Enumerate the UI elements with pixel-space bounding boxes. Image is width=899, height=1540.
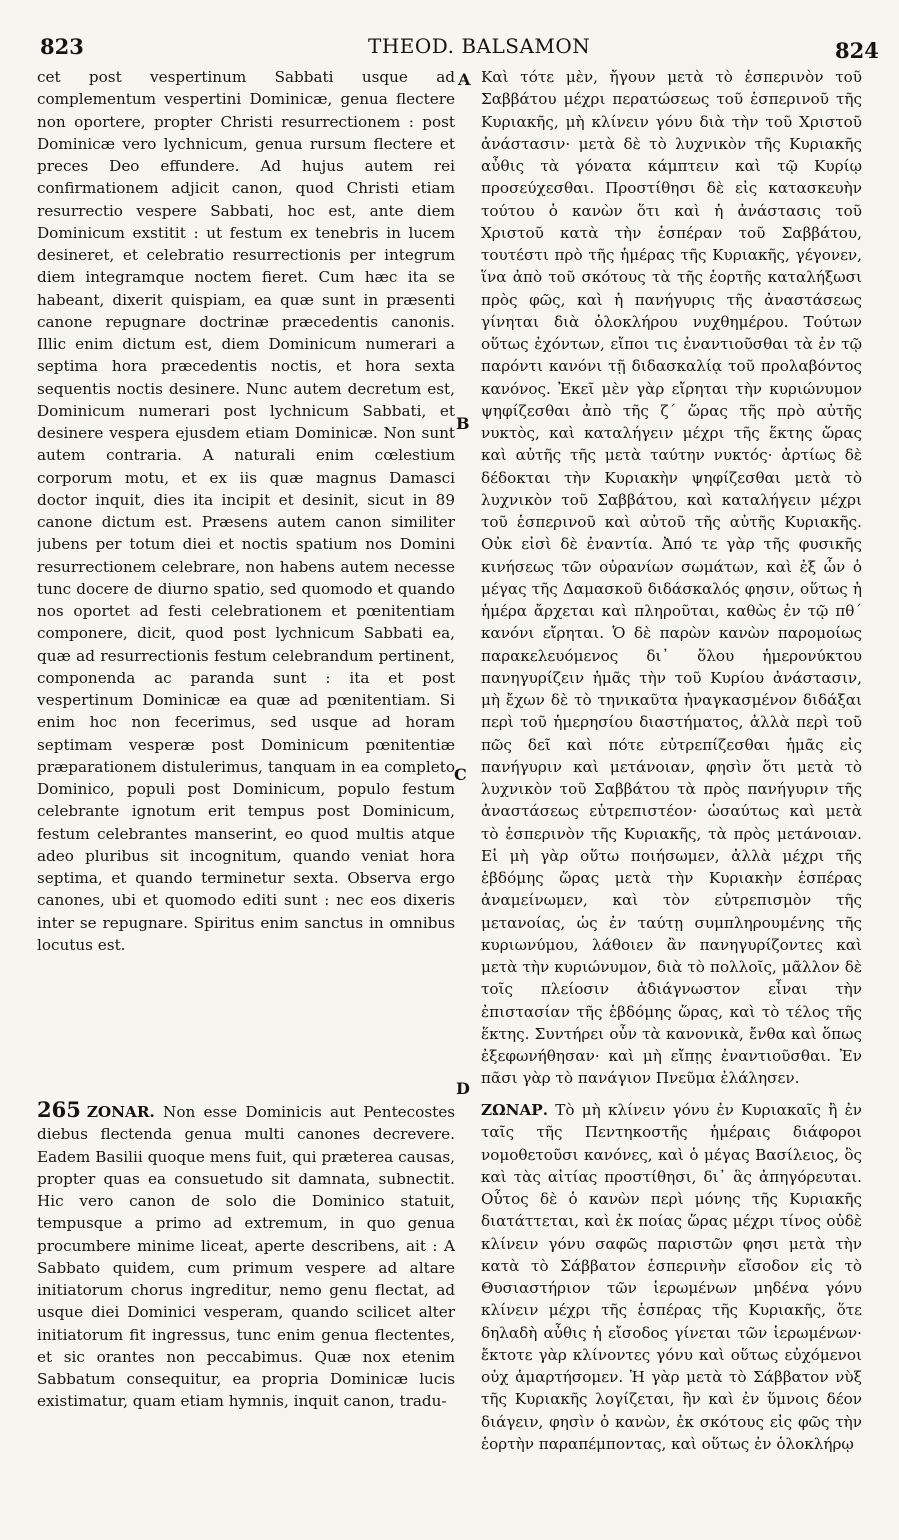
- author-label-greek: ΖΩΝΑΡ.: [481, 1101, 548, 1119]
- latin-column-zonaras: [37, 1099, 455, 1519]
- column-number: 265: [37, 1099, 81, 1122]
- section-marker-a: A: [458, 70, 471, 89]
- section-marker-b: B: [456, 414, 470, 433]
- greek-zonaras-paragraph: [481, 1099, 862, 1455]
- latin-paragraph: cet post vespertinum Sabbati usque ad complementum vespertini Dominicæ, genua flectere non oportere, propter Christi resurrectionem : post Dominicæ vero lychnicum, genua rursum flectere et preces Deo effundere. Ad hujus autem rei confirmationem adjicit canon, quod Christi etiam resurrectio vespere Sabbati, hoc est, ante diem Dominicum exstitit : ut festum ex tenebris in lucem desineret, et celebratio resurrectionis per integrum diem integramque noctem fieret. Cum hæc ita se habeant, dixerit quispiam, ea quæ sunt in præsenti canone repugnare doctrinæ præcedentis canonis. Illic enim dictum est, diem Dominicum numerari a septima hora præcedentis noctis, et hora sexta sequentis noctis desinere. Nunc autem decretum est, Dominicum numerari post lychnicum Sabbati, et desinere vespera ejusdem etiam Dominicæ. Non sunt autem contraria. A naturali enim cœlestium corporum motu, et ex iis quæ magnus Damasci doctor inquit, dies ita incipit et desinit, sicut in 89 canone dictum est. Præsens autem canon similiter jubens per totum diei et noctis spatium nos Domini resurrectionem celebrare, non habens autem necesse tunc docere de diurno spatio, sed quomodo et quando nos oportet ad festi celebrationem et pœnitentiam componere, dicit, quod post lychnicum Sabbati ea, quæ ad resurrectionis festum celebrandum pertinent, componenda ac paranda sunt : ita et post vespertinum Dominicæ ea quæ ad pœnitentiam. Si enim hoc non fecerimus, sed usque ad horam septimam vesperæ post Dominicum pœnitentiæ præparationem distulerimus, tanquam in ea completo Dominico, populi post Dominicum, populo festum celebrante ignotum erit tempus post Dominicum, festum celebrantes manserint, eo quod multis atque adeo pluribus sit incognitum, quando veniat hora septima, et quando terminetur sexta. Observa ergo canones, ubi et quomodo editi sunt : nec eos dixeris inter se repugnare. Spiritus enim sanctus in omnibus locutus est.: [37, 68, 455, 954]
- page-number-left: 823: [40, 34, 84, 59]
- latin-column-balsamon: [37, 66, 455, 991]
- latin-zonaras-text: Non esse Dominicis aut Pentecostes diebus flectenda genua multi canones decrevere. Eadem Basilii quoque mens fuit, qui præterea causas, propter quas ea consuetudo sit damnata, subnectit. Hic vero canon de solo die Dominico statuit, tempusque a primo ad extremum, in quo genua procumbere minime liceat, aperte describens, ait : A Sabbato quidem, cum primum vespere ad altare initiatorum chorus ingreditur, nemo genu flectat, ad usque diei Dominici vesperam, quando scilicet alter initiatorum fit ingressus, tunc enim genua flectentes, et sic orantes non peccabimus. Quæ nox etenim Sabbatum consequitur, ea propria Dominicæ lucis existimatur, quam etiam hymnis, inquit canon, tradu-: [37, 1103, 455, 1411]
- latin-zonaras-paragraph: [37, 1099, 455, 1413]
- section-marker-c: C: [454, 765, 467, 784]
- running-head: [0, 0, 899, 70]
- author-label: ZONAR.: [86, 1103, 155, 1121]
- section-marker-d: D: [456, 1079, 470, 1098]
- greek-zonaras-text: Τὸ μὴ κλίνειν γόνυ ἐν Κυριακαῖς ἢ ἐν ταῖς τῆς Πεντηκοστῆς ἡμέραις διάφοροι νομοθετοῦσι κανόνες, καὶ ὁ μέγας Βασίλειος, ὃς καὶ τὰς αἰτίας προστίθησι, δι᾽ ἃς ἀπηγόρευται. Οὗτος δὲ ὁ κανὼν περὶ μόνης τῆς Κυριακῆς διατάττεται, καὶ ἐκ ποίας ὥρας μέχρι τίνος οὐδὲ κλίνειν γόνυ σαφῶς παριστῶν φησι μετὰ τὴν κατὰ τὸ Σάββατον ἑσπερινὴν εἴσοδον εἰς τὸ Θυσιαστήριον τῶν ἱερωμένων μηδένα γόνυ κλίνειν μέχρι τῆς ἑσπέρας τῆς Κυριακῆς, ὅτε δηλαδὴ αὖθις ἡ εἴσοδος γίνεται τῶν ἱερωμένων· ἔκτοτε γὰρ κλίνοντες γόνυ καὶ οὕτως εὐχόμενοι οὐχ ἁμαρτήσομεν. Ἡ γὰρ μετὰ τὸ Σάββατον νὺξ τῆς Κυριακῆς λογίζεται, ἣν καὶ ἐν ὕμνοις δέον διάγειν, φησὶν ὁ κανὼν, ἐκ σκότους εἰς φῶς τὴν ἑορτὴν παραπέμποντας, καὶ οὕτως ἐν ὁλοκλήρῳ: [481, 1101, 862, 1453]
- page-number-right: 824: [835, 38, 879, 63]
- greek-column-balsamon: [481, 66, 862, 1091]
- greek-paragraph: Καὶ τότε μὲν, ἤγουν μετὰ τὸ ἑσπερινὸν τοῦ Σαββάτου μέχρι περατώσεως τοῦ ἑσπερινοῦ τῆς Κυριακῆς, μὴ κλίνειν γόνυ διὰ τὴν τοῦ Χριστοῦ ἀνάστασιν· μετὰ δὲ τὸ λυχνικὸν τῆς Κυριακῆς αὖθις τὰ γόνατα κάμπτειν καὶ τῷ Κυρίῳ προσεύχεσθαι. Προστίθησι δὲ εἰς κατασκευὴν τούτου ὁ κανὼν ὅτι καὶ ἡ ἀνάστασις τοῦ Χριστοῦ κατὰ τὴν ἑσπέραν τοῦ Σαββάτου, τουτέστι πρὸ τῆς ἡμέρας τῆς Κυριακῆς, γέγονεν, ἵνα ἀπὸ τοῦ σκότους τὰ τῆς ἑορτῆς καταλήξωσι πρὸς φῶς, καὶ ἡ πανήγυρις τῆς ἀναστάσεως γίνηται διὰ ὁλοκλήρου νυχθημέρου. Τούτων οὕτως ἐχόντων, εἴποι τις ἐναντιοῦσθαι τὰ ἐν τῷ παρόντι κανόνι τῇ διδασκαλίᾳ τοῦ προλαβόντος κανόνος. Ἐκεῖ μὲν γὰρ εἴρηται τὴν κυριώνυμον ψηφίζεσθαι ἀπὸ τῆς ζ´ ὥρας τῆς πρὸ αὐτῆς νυκτὸς, καὶ καταλήγειν μέχρι τῆς ἕκτης ὥρας καὶ αὐτῆς τῆς μετὰ ταύτην νυκτός· ἀρτίως δὲ δέδοκται τὴν Κυριακὴν ψηφίζεσθαι μετὰ τὸ λυχνικὸν τοῦ Σαββάτου, καὶ καταλήγειν μέχρι τοῦ ἑσπερινοῦ καὶ αὐτοῦ τῆς αὐτῆς Κυριακῆς. Οὐκ εἰσὶ δὲ ἐναντία. Ἀπό τε γὰρ τῆς φυσικῆς κινήσεως τῶν οὐρανίων σωμάτων, καὶ ἐξ ὧν ὁ μέγας τῆς Δαμασκοῦ διδάσκαλός φησιν, οὕτως ἡ ἡμέρα ἄρχεται καὶ πληροῦται, καθὼς ἐν τῷ πθ´ κανόνι εἴρηται. Ὁ δὲ παρὼν κανὼν παρομοίως παρακελευόμενος δι᾽ ὅλου ἡμερονύκτου πανηγυρίζειν ἡμᾶς τὴν τοῦ Κυρίου ἀνάστασιν, μὴ ἔχων δὲ τὸ τηνικαῦτα ἠναγκασμένον διδάξαι περὶ τοῦ ἡμερησίου διαστήματος, ἀλλὰ περὶ τοῦ πῶς δεῖ καὶ πότε εὐτρεπίζεσθαι ἡμᾶς εἰς πανήγυριν καὶ μετάνοιαν, φησὶν ὅτι μετὰ τὸ λυχνικὸν τοῦ Σαββάτου τὰ πρὸς πανήγυριν τῆς ἀναστάσεως εὐτρεπιστέον· ὡσαύτως καὶ μετὰ τὸ ἑσπερινὸν τῆς Κυριακῆς, τὰ πρὸς μετάνοιαν. Εἰ μὴ γὰρ οὕτω ποιήσωμεν, ἀλλὰ μέχρι τῆς ἑβδόμης ὥρας μετὰ τὴν Κυριακὴν ἑσπέρας ἀναμείνωμεν, καὶ τὸν εὐτρεπισμὸν τῆς μετανοίας, ὡς ἐν ταύτῃ συμπληρουμένης τῆς κυριωνύμου, λάθοιεν ἂν πανηγυρίζοντες καὶ μετὰ τὴν κυριώνυμον, διὰ τὸ πολλοῖς, μᾶλλον δὲ τοῖς πλείοσιν ἀδιάγνωστον εἶναι τὴν ἐπιστασίαν τῆς ἑβδόμης ὥρας, καὶ τὸ τέλος τῆς ἕκτης. Συντήρει οὖν τὰ κανονικὰ, ἔνθα καὶ ὅπως ἐξεφωνήθησαν· καὶ μὴ εἴπῃς ἐναντιοῦσθαι. Ἐν πᾶσι γὰρ τὸ πανάγιον Πνεῦμα ἐλάλησεν.: [481, 68, 862, 1088]
- running-title: THEOD. BALSAMON: [368, 34, 591, 58]
- greek-column-zonaras: [481, 1099, 862, 1519]
